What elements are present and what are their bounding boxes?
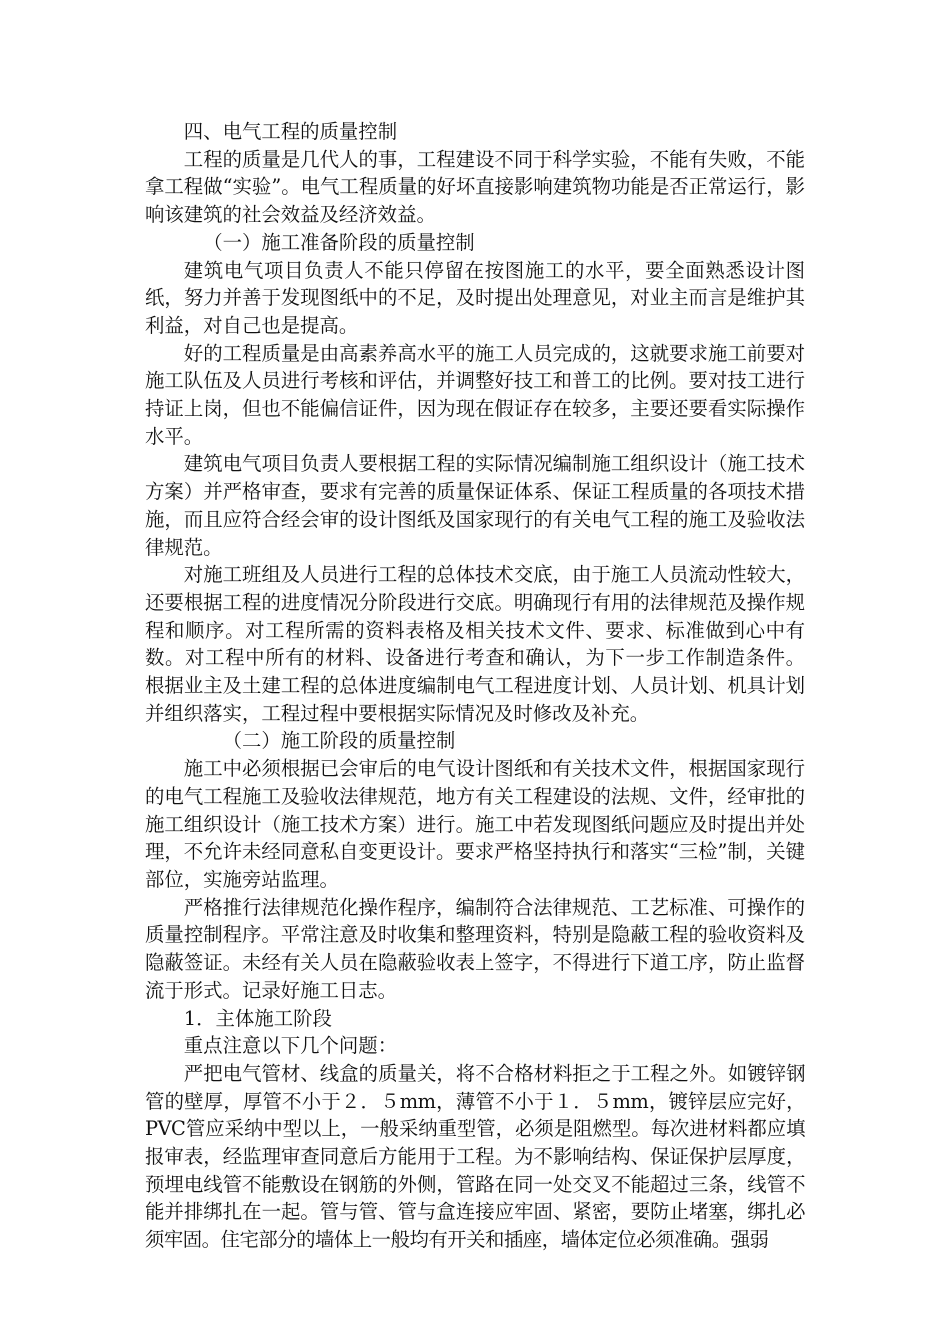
paragraph: 建筑电气项目负责人要根据工程的实际情况编制施工组织设计（施工技术方案）并严格审查，要求有完善的质量保证体系、保证工程质量的各项技术措施，而且应符合经会审的设计图纸及国家现行的有关电气工程的施工及验收法律规范。 [145, 452, 805, 559]
document-body [145, 118, 805, 1254]
paragraph: 施工中必须根据已会审后的电气设计图纸和有关技术文件，根据国家现行的电气工程施工及验收法律规范，地方有关工程建设的法规、文件，经审批的施工组织设计（施工技术方案）进行。施工中若发现图纸问题应及时提出并处理，不允许未经同意私自变更设计。要求严格坚持执行和落实“三检”制，关键部位，实施旁站监理。 [145, 757, 805, 891]
paragraph: 重点注意以下几个问题： [183, 1034, 398, 1058]
section-heading: 四、电气工程的质量控制 [183, 120, 398, 143]
subsection-heading: （一）施工准备阶段的质量控制 [203, 230, 475, 254]
paragraph: 严把电气管材、线盒的质量关，将不合格材料拒之于工程之外。如镀锌钢管的壁厚，厚管不小于２．５mm，薄管不小于１．５mm，镀锌层应完好，PVC管应采纳中型以上，一般采纳重型管，必须是阻燃型。每次进材料都应填报审表，经监理审查同意后方能用于工程。为不影响结构、保证保护层厚度，预埋电线管不能敷设在钢筋的外侧，管路在同一处交叉不能超过三条，线管不能并排绑扎在一起。管与管、管与盒连接应牢固、紧密，要防止堵塞，绑扎必须牢固。住宅部分的墙体上一般均有开关和插座，墙体定位必须准确。强弱 [145, 1061, 805, 1252]
subsection-heading: （二）施工阶段的质量控制 [222, 729, 456, 753]
paragraph: 严格推行法律规范化操作程序，编制符合法律规范、工艺标准、可操作的质量控制程序。平常注意及时收集和整理资料，特别是隐蔽工程的验收资料及隐蔽签证。未经有关人员在隐蔽验收表上签字，不得进行下道工序，防止监督流于形式。记录好施工日志。 [145, 895, 805, 1002]
paragraph: 工程的质量是几代人的事，工程建设不同于科学实验，不能有失败，不能拿工程做“实验”。电气工程质量的好坏直接影响建筑物功能是否正常运行，影响该建筑的社会效益及经济效益。 [145, 147, 805, 227]
subsection-heading: 1．主体施工阶段 [183, 1006, 332, 1030]
paragraph: 对施工班组及人员进行工程的总体技术交底，由于施工人员流动性较大，还要根据工程的进度情况分阶段进行交底。明确现行有用的法律规范及操作规程和顺序。对工程所需的资料表格及相关技术文件、要求、标准做到心中有数。对工程中所有的材料、设备进行考查和确认，为下一步工作制造条件。 根据业主及土建工程的总体进度编制电气工程进度计划、人员计划、机具计划并组织落实，工程过程中要根据实际情况及时修改及补充。 [145, 563, 805, 725]
paragraph: 建筑电气项目负责人不能只停留在按图施工的水平，要全面熟悉设计图纸，努力并善于发现图纸中的不足，及时提出处理意见，对业主而言是维护其利益，对自己也是提高。 [145, 258, 805, 337]
paragraph: 好的工程质量是由高素养高水平的施工人员完成的，这就要求施工前要对施工队伍及人员进行考核和评估，并调整好技工和普工的比例。要对技工进行持证上岗，但也不能偏信证件，因为现在假证存在较多，主要还要看实际操作水平。 [145, 341, 805, 448]
